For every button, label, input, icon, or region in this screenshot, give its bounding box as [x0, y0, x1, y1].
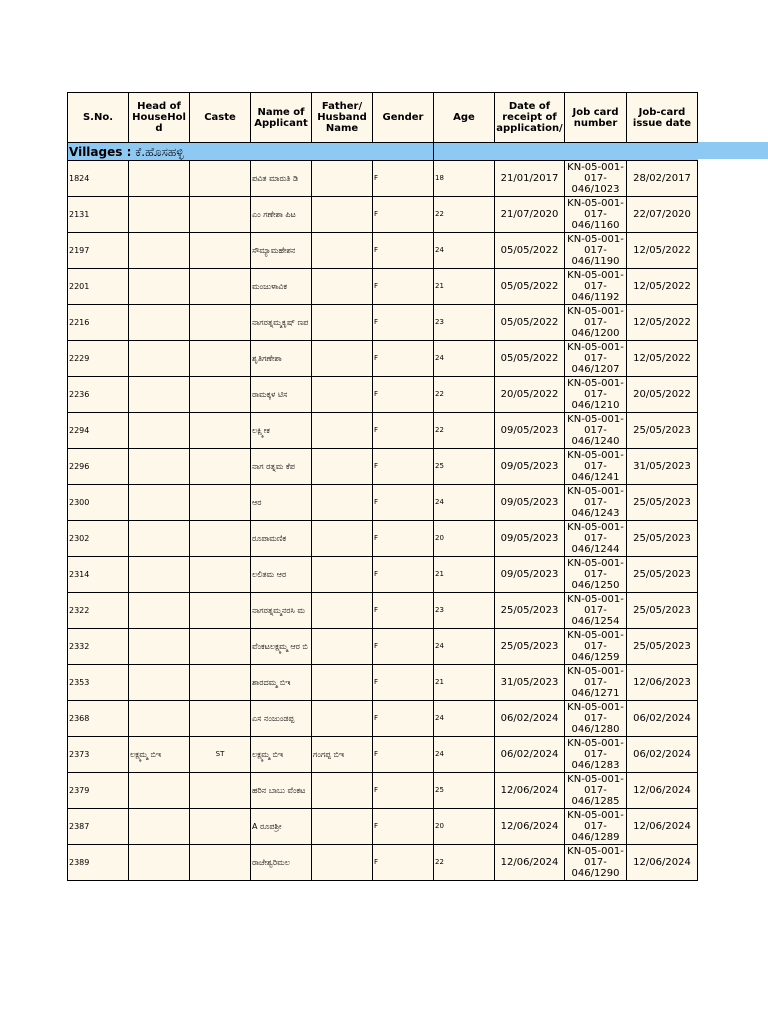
- cell-job-card-issue-date: 12/06/2024: [627, 809, 698, 845]
- cell-gender: F: [373, 161, 434, 197]
- table-row: [68, 737, 698, 773]
- cell-name-of-applicant: ಪವಿತ ಮಾರುತಿ ಡಿ: [251, 161, 312, 197]
- cell-father-husband-name: [312, 161, 373, 197]
- cell-gender: F: [373, 485, 434, 521]
- cell-head-of-household: [129, 845, 190, 881]
- cell-job-card-number: KN-05-001-017-046/1207: [565, 341, 627, 377]
- cell-caste: [190, 665, 251, 701]
- cell-head-of-household: ಲಕ್ಷ್ಮಮ್ಮ ಬಿಇ: [129, 737, 190, 773]
- cell-father-husband-name: [312, 341, 373, 377]
- cell-head-of-household: [129, 161, 190, 197]
- cell-caste: [190, 701, 251, 737]
- cell-sno: 2216: [68, 305, 129, 341]
- cell-name-of-applicant: ಆರ: [251, 485, 312, 521]
- cell-father-husband-name: [312, 233, 373, 269]
- cell-head-of-household: [129, 521, 190, 557]
- table-row: [68, 449, 698, 485]
- table-row: [68, 305, 698, 341]
- cell-job-card-issue-date: 06/02/2024: [627, 701, 698, 737]
- cell-father-husband-name: [312, 701, 373, 737]
- cell-age: 22: [434, 413, 495, 449]
- cell-name-of-applicant: ರೂಪಾಮಣಿಕ: [251, 521, 312, 557]
- cell-name-of-applicant: ನಾಗರತ್ನಮ್ಮಕೃಷ್ ಣಪ: [251, 305, 312, 341]
- cell-age: 21: [434, 269, 495, 305]
- cell-age: 20: [434, 521, 495, 557]
- cell-job-card-issue-date: 25/05/2023: [627, 629, 698, 665]
- village-cell-rest: [434, 143, 698, 161]
- col-header-job-card-issue-date: Job-card issue date: [627, 93, 698, 143]
- cell-gender: F: [373, 737, 434, 773]
- village-row: [68, 143, 698, 161]
- cell-gender: F: [373, 665, 434, 701]
- cell-job-card-number: KN-05-001-017-046/1290: [565, 845, 627, 881]
- cell-date-of-receipt: 05/05/2022: [495, 341, 565, 377]
- cell-caste: [190, 521, 251, 557]
- cell-date-of-receipt: 05/05/2022: [495, 269, 565, 305]
- cell-caste: [190, 233, 251, 269]
- cell-age: 18: [434, 161, 495, 197]
- village-band-extension: [697, 142, 768, 159]
- cell-head-of-household: [129, 557, 190, 593]
- cell-date-of-receipt: 09/05/2023: [495, 449, 565, 485]
- cell-name-of-applicant: ಎಂ ಗಣೇಶಾ ಪಿಟ: [251, 197, 312, 233]
- cell-gender: F: [373, 233, 434, 269]
- cell-head-of-household: [129, 341, 190, 377]
- cell-caste: [190, 197, 251, 233]
- cell-job-card-number: KN-05-001-017-046/1280: [565, 701, 627, 737]
- cell-father-husband-name: [312, 269, 373, 305]
- header-row: [68, 93, 698, 143]
- cell-gender: F: [373, 449, 434, 485]
- table-row: [68, 161, 698, 197]
- cell-caste: [190, 305, 251, 341]
- village-cell: [68, 143, 434, 161]
- cell-job-card-issue-date: 25/05/2023: [627, 557, 698, 593]
- col-header-age: Age: [434, 93, 495, 143]
- cell-father-husband-name: [312, 557, 373, 593]
- cell-sno: 2322: [68, 593, 129, 629]
- village-label: Villages :: [69, 144, 132, 159]
- cell-job-card-issue-date: 25/05/2023: [627, 485, 698, 521]
- table-row: [68, 341, 698, 377]
- cell-gender: F: [373, 701, 434, 737]
- cell-head-of-household: [129, 197, 190, 233]
- cell-caste: [190, 557, 251, 593]
- cell-caste: [190, 269, 251, 305]
- cell-caste: ST: [190, 737, 251, 773]
- cell-sno: 2332: [68, 629, 129, 665]
- cell-date-of-receipt: 31/05/2023: [495, 665, 565, 701]
- cell-job-card-number: KN-05-001-017-046/1244: [565, 521, 627, 557]
- cell-name-of-applicant: ರಾಜೇಶ್ವರಿಮಲ: [251, 845, 312, 881]
- cell-father-husband-name: [312, 413, 373, 449]
- cell-age: 24: [434, 341, 495, 377]
- cell-father-husband-name: [312, 593, 373, 629]
- cell-sno: 2201: [68, 269, 129, 305]
- cell-age: 24: [434, 233, 495, 269]
- table-row: [68, 773, 698, 809]
- cell-job-card-number: KN-05-001-017-046/1250: [565, 557, 627, 593]
- table-row: [68, 557, 698, 593]
- cell-job-card-number: KN-05-001-017-046/1190: [565, 233, 627, 269]
- table-row: [68, 377, 698, 413]
- cell-sno: 2353: [68, 665, 129, 701]
- cell-caste: [190, 449, 251, 485]
- col-header-head-of-household: Head of HouseHold: [129, 93, 190, 143]
- cell-job-card-number: KN-05-001-017-046/1271: [565, 665, 627, 701]
- cell-sno: 2229: [68, 341, 129, 377]
- cell-name-of-applicant: ಶಾರದಮ್ಮ ಬಿಇ: [251, 665, 312, 701]
- table-row: [68, 233, 698, 269]
- cell-name-of-applicant: ರಾಮಕ್ಕಳ ಟಿಸ: [251, 377, 312, 413]
- cell-job-card-issue-date: 12/05/2022: [627, 269, 698, 305]
- cell-name-of-applicant: ಲಕ್ಷ್ಮೀಕ: [251, 413, 312, 449]
- table-row: [68, 809, 698, 845]
- cell-date-of-receipt: 25/05/2023: [495, 593, 565, 629]
- cell-date-of-receipt: 21/07/2020: [495, 197, 565, 233]
- col-header-date-of-receipt: Date of receipt of application/: [495, 93, 565, 143]
- table-row: [68, 197, 698, 233]
- cell-sno: 2197: [68, 233, 129, 269]
- cell-name-of-applicant: ಸೌಮ್ಯಾಮಹೇಶನ: [251, 233, 312, 269]
- cell-job-card-number: KN-05-001-017-046/1210: [565, 377, 627, 413]
- cell-date-of-receipt: 20/05/2022: [495, 377, 565, 413]
- cell-gender: F: [373, 413, 434, 449]
- cell-age: 23: [434, 593, 495, 629]
- cell-name-of-applicant: ಲಕ್ಷ್ಮಮ್ಮ ಬಿಇ: [251, 737, 312, 773]
- cell-job-card-number: KN-05-001-017-046/1259: [565, 629, 627, 665]
- cell-date-of-receipt: 21/01/2017: [495, 161, 565, 197]
- cell-sno: 2236: [68, 377, 129, 413]
- cell-job-card-issue-date: 31/05/2023: [627, 449, 698, 485]
- cell-job-card-number: KN-05-001-017-046/1192: [565, 269, 627, 305]
- cell-head-of-household: [129, 305, 190, 341]
- cell-caste: [190, 809, 251, 845]
- cell-sno: 2131: [68, 197, 129, 233]
- cell-gender: F: [373, 773, 434, 809]
- cell-caste: [190, 773, 251, 809]
- cell-father-husband-name: ಗಂಗಪ್ಪ ಬಿಇ: [312, 737, 373, 773]
- table-row: [68, 593, 698, 629]
- cell-gender: F: [373, 593, 434, 629]
- cell-sno: 2302: [68, 521, 129, 557]
- cell-father-husband-name: [312, 197, 373, 233]
- col-header-job-card-number: Job card number: [565, 93, 627, 143]
- cell-date-of-receipt: 06/02/2024: [495, 737, 565, 773]
- table-row: [68, 665, 698, 701]
- cell-age: 24: [434, 485, 495, 521]
- cell-date-of-receipt: 05/05/2022: [495, 233, 565, 269]
- village-name: ಕೆ.ಹೊಸಹಳ್ಳಿ: [135, 144, 184, 159]
- col-header-father-husband-name: Father/ Husband Name: [312, 93, 373, 143]
- cell-sno: 1824: [68, 161, 129, 197]
- cell-name-of-applicant: ಲಲಿತಮ ಆರ: [251, 557, 312, 593]
- cell-age: 21: [434, 557, 495, 593]
- cell-age: 24: [434, 629, 495, 665]
- cell-head-of-household: [129, 449, 190, 485]
- cell-job-card-issue-date: 12/06/2024: [627, 845, 698, 881]
- cell-sno: 2387: [68, 809, 129, 845]
- cell-age: 22: [434, 377, 495, 413]
- cell-date-of-receipt: 06/02/2024: [495, 701, 565, 737]
- cell-father-husband-name: [312, 773, 373, 809]
- cell-age: 21: [434, 665, 495, 701]
- table-row: [68, 413, 698, 449]
- cell-job-card-number: KN-05-001-017-046/1289: [565, 809, 627, 845]
- cell-job-card-issue-date: 25/05/2023: [627, 413, 698, 449]
- cell-sno: 2373: [68, 737, 129, 773]
- cell-sno: 2314: [68, 557, 129, 593]
- cell-caste: [190, 377, 251, 413]
- cell-gender: F: [373, 845, 434, 881]
- cell-father-husband-name: [312, 629, 373, 665]
- cell-caste: [190, 845, 251, 881]
- cell-date-of-receipt: 25/05/2023: [495, 629, 565, 665]
- table-row: [68, 629, 698, 665]
- cell-age: 20: [434, 809, 495, 845]
- cell-date-of-receipt: 09/05/2023: [495, 557, 565, 593]
- cell-job-card-number: KN-05-001-017-046/1023: [565, 161, 627, 197]
- cell-sno: 2368: [68, 701, 129, 737]
- cell-job-card-issue-date: 28/02/2017: [627, 161, 698, 197]
- cell-gender: F: [373, 809, 434, 845]
- cell-age: 24: [434, 701, 495, 737]
- cell-gender: F: [373, 197, 434, 233]
- cell-head-of-household: [129, 701, 190, 737]
- cell-father-husband-name: [312, 449, 373, 485]
- cell-gender: F: [373, 629, 434, 665]
- cell-job-card-issue-date: 12/05/2022: [627, 341, 698, 377]
- cell-age: 22: [434, 197, 495, 233]
- cell-job-card-issue-date: 06/02/2024: [627, 737, 698, 773]
- cell-date-of-receipt: 09/05/2023: [495, 521, 565, 557]
- job-card-register-table: [67, 92, 698, 881]
- cell-gender: F: [373, 377, 434, 413]
- cell-head-of-household: [129, 629, 190, 665]
- cell-father-husband-name: [312, 377, 373, 413]
- cell-job-card-issue-date: 22/07/2020: [627, 197, 698, 233]
- cell-name-of-applicant: ನಾಗ ರತ್ನಮ ಕೆಪ: [251, 449, 312, 485]
- cell-name-of-applicant: ಶೃತಿಗಣೇಶಾ: [251, 341, 312, 377]
- cell-job-card-issue-date: 25/05/2023: [627, 521, 698, 557]
- cell-name-of-applicant: ಎಸ ನಂಜುಂಡಪ್ಪ: [251, 701, 312, 737]
- col-header-name-of-applicant: Name of Applicant: [251, 93, 312, 143]
- cell-name-of-applicant: ವೆಂಕಟಲಕ್ಷ್ಮಮ್ಮ ಆರ ಬಿ: [251, 629, 312, 665]
- cell-caste: [190, 629, 251, 665]
- table-row: [68, 521, 698, 557]
- cell-name-of-applicant: ಹರಿನ ಬಾಬು ವೆಂಕಟ: [251, 773, 312, 809]
- cell-gender: F: [373, 269, 434, 305]
- cell-gender: F: [373, 305, 434, 341]
- cell-date-of-receipt: 05/05/2022: [495, 305, 565, 341]
- cell-name-of-applicant: ಮಂಜುಳಾವಿಕ: [251, 269, 312, 305]
- cell-head-of-household: [129, 593, 190, 629]
- cell-date-of-receipt: 12/06/2024: [495, 845, 565, 881]
- cell-job-card-number: KN-05-001-017-046/1283: [565, 737, 627, 773]
- cell-head-of-household: [129, 233, 190, 269]
- cell-sno: 2294: [68, 413, 129, 449]
- cell-head-of-household: [129, 773, 190, 809]
- cell-age: 24: [434, 737, 495, 773]
- cell-job-card-number: KN-05-001-017-046/1241: [565, 449, 627, 485]
- cell-job-card-number: KN-05-001-017-046/1240: [565, 413, 627, 449]
- table-row: [68, 845, 698, 881]
- cell-sno: 2296: [68, 449, 129, 485]
- cell-age: 23: [434, 305, 495, 341]
- cell-job-card-issue-date: 12/05/2022: [627, 233, 698, 269]
- cell-father-husband-name: [312, 809, 373, 845]
- cell-head-of-household: [129, 413, 190, 449]
- cell-father-husband-name: [312, 485, 373, 521]
- cell-gender: F: [373, 521, 434, 557]
- cell-job-card-issue-date: 12/06/2023: [627, 665, 698, 701]
- cell-caste: [190, 593, 251, 629]
- cell-age: 25: [434, 773, 495, 809]
- cell-sno: 2379: [68, 773, 129, 809]
- cell-head-of-household: [129, 665, 190, 701]
- cell-father-husband-name: [312, 521, 373, 557]
- col-header-sno: S.No.: [68, 93, 129, 143]
- col-header-gender: Gender: [373, 93, 434, 143]
- cell-father-husband-name: [312, 845, 373, 881]
- cell-head-of-household: [129, 809, 190, 845]
- cell-caste: [190, 161, 251, 197]
- cell-gender: F: [373, 341, 434, 377]
- cell-date-of-receipt: 12/06/2024: [495, 773, 565, 809]
- cell-job-card-number: KN-05-001-017-046/1160: [565, 197, 627, 233]
- cell-head-of-household: [129, 377, 190, 413]
- table-row: [68, 701, 698, 737]
- cell-age: 22: [434, 845, 495, 881]
- cell-father-husband-name: [312, 305, 373, 341]
- table-row: [68, 269, 698, 305]
- cell-name-of-applicant: ನಾಗರತ್ನಮ್ಮನರಸಿ ಮ: [251, 593, 312, 629]
- cell-job-card-issue-date: 12/06/2024: [627, 773, 698, 809]
- cell-age: 25: [434, 449, 495, 485]
- cell-sno: 2389: [68, 845, 129, 881]
- cell-job-card-number: KN-05-001-017-046/1285: [565, 773, 627, 809]
- cell-caste: [190, 341, 251, 377]
- cell-father-husband-name: [312, 665, 373, 701]
- cell-head-of-household: [129, 485, 190, 521]
- cell-caste: [190, 413, 251, 449]
- cell-job-card-number: KN-05-001-017-046/1243: [565, 485, 627, 521]
- cell-date-of-receipt: 09/05/2023: [495, 413, 565, 449]
- cell-caste: [190, 485, 251, 521]
- cell-date-of-receipt: 09/05/2023: [495, 485, 565, 521]
- cell-gender: F: [373, 557, 434, 593]
- cell-job-card-issue-date: 25/05/2023: [627, 593, 698, 629]
- cell-head-of-household: [129, 269, 190, 305]
- cell-sno: 2300: [68, 485, 129, 521]
- cell-name-of-applicant: A ರೂಪಶ್ರೀ: [251, 809, 312, 845]
- cell-date-of-receipt: 12/06/2024: [495, 809, 565, 845]
- table-row: [68, 485, 698, 521]
- col-header-caste: Caste: [190, 93, 251, 143]
- cell-job-card-issue-date: 12/05/2022: [627, 305, 698, 341]
- cell-job-card-number: KN-05-001-017-046/1254: [565, 593, 627, 629]
- cell-job-card-issue-date: 20/05/2022: [627, 377, 698, 413]
- cell-job-card-number: KN-05-001-017-046/1200: [565, 305, 627, 341]
